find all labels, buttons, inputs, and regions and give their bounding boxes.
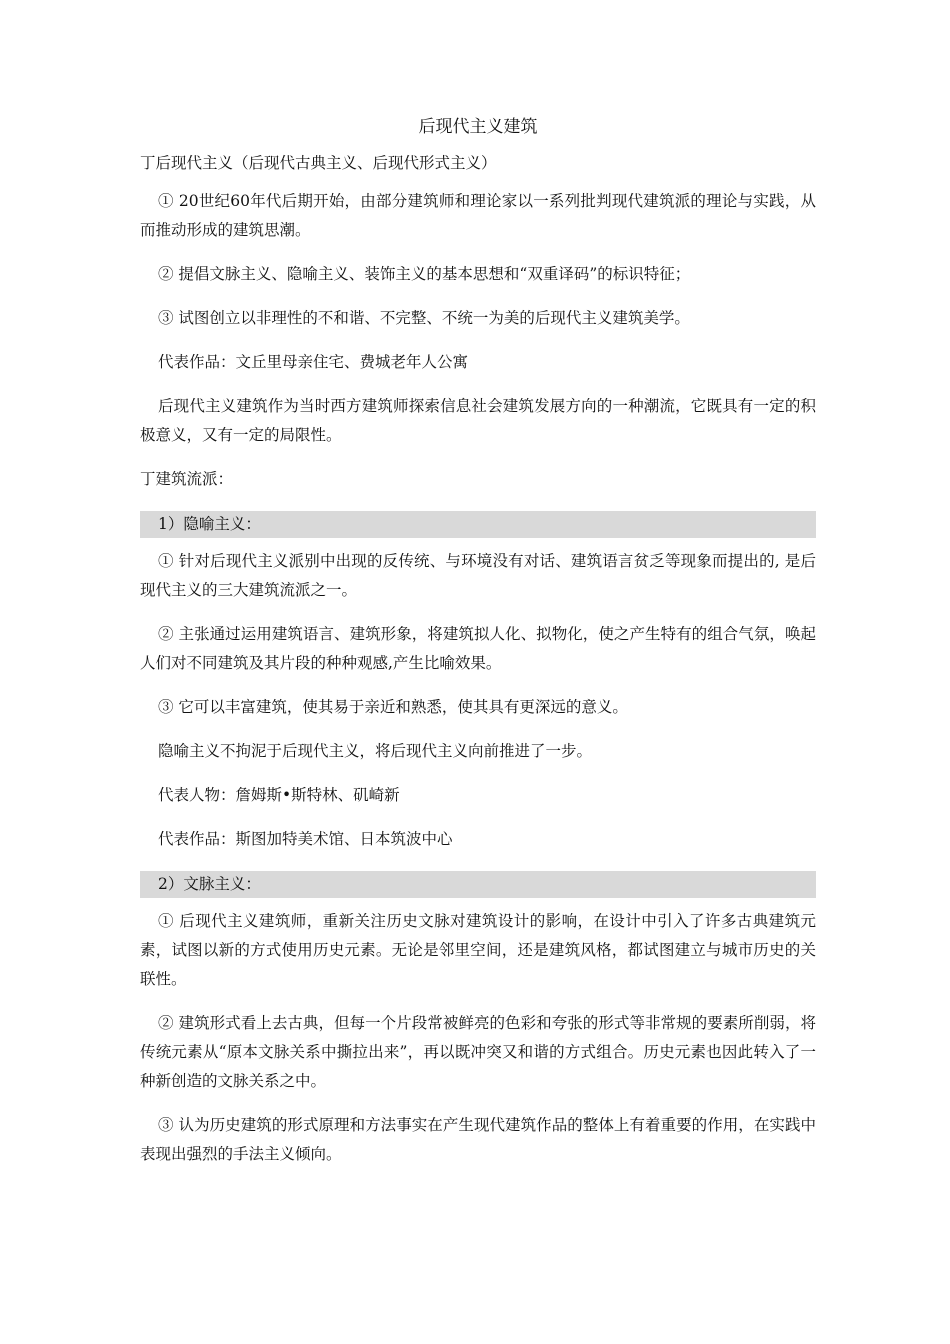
- contextualism-point-1: ① 后现代主义建筑师，重新关注历史文脉对建筑设计的影响，在设计中引入了许多古典建筑元素，试图以新的方式使用历史元素。无论是邻里空间，还是建筑风格，都试图建立与城市历史的关联性。: [140, 912, 816, 988]
- intro-point-3: ③ 试图创立以非理性的不和谐、不完整、不统一为美的后现代主义建筑美学。: [158, 309, 690, 327]
- metaphor-point-2: ② 主张通过运用建筑语言、建筑形象，将建筑拟人化、拟物化，使之产生特有的组合气氛，唤起人们对不同建筑及其片段的种种观感,产生比喻效果。: [140, 625, 816, 672]
- metaphor-note: 隐喻主义不拘泥于后现代主义，将后现代主义向前推进了一步。: [158, 742, 593, 760]
- metaphor-point-1: ① 针对后现代主义派别中出现的反传统、与环境没有对话、建筑语言贫乏等现象而提出的, 是后现代主义的三大建筑流派之一。: [140, 552, 816, 599]
- metaphor-heading: 1）隐喻主义：: [140, 511, 816, 538]
- metaphor-people: 代表人物：詹姆斯•斯特林、矶崎新: [158, 786, 400, 804]
- metaphor-works: 代表作品：斯图加特美术馆、日本筑波中心: [158, 830, 453, 848]
- metaphor-point-3: ③ 它可以丰富建筑，使其易于亲近和熟悉，使其具有更深远的意义。: [158, 698, 628, 716]
- contextualism-point-3: ③ 认为历史建筑的形式原理和方法事实在产生现代建筑作品的整体上有着重要的作用，在实践中表现出强烈的手法主义倾向。: [140, 1116, 816, 1163]
- document-title: 后现代主义建筑: [418, 117, 538, 137]
- intro-heading: 丁后现代主义（后现代古典主义、后现代形式主义）: [140, 154, 497, 172]
- intro-works: 代表作品：文丘里母亲住宅、费城老年人公寓: [158, 353, 469, 371]
- contextualism-heading: 2）文脉主义：: [140, 871, 816, 898]
- intro-summary: 后现代主义建筑作为当时西方建筑师探索信息社会建筑发展方向的一种潮流，它既具有一定的积极意义，又有一定的局限性。: [140, 397, 816, 444]
- schools-heading: 丁建筑流派：: [140, 470, 234, 488]
- document-body: [140, 113, 816, 1169]
- contextualism-point-2: ② 建筑形式看上去古典，但每一个片段常被鲜亮的色彩和夸张的形式等非常规的要素所削弱，将传统元素从“原本文脉关系中撕拉出来”，再以既冲突又和谐的方式组合。历史元素也因此转入了一种新创造的文脉关系之中。: [140, 1014, 816, 1090]
- intro-point-1: ① 20世纪60年代后期开始，由部分建筑师和理论家以一系列批判现代建筑派的理论与实践，从而推动形成的建筑思潮。: [140, 192, 816, 239]
- intro-point-2: ② 提倡文脉主义、隐喻主义、装饰主义的基本思想和“双重译码”的标识特征；: [158, 265, 691, 283]
